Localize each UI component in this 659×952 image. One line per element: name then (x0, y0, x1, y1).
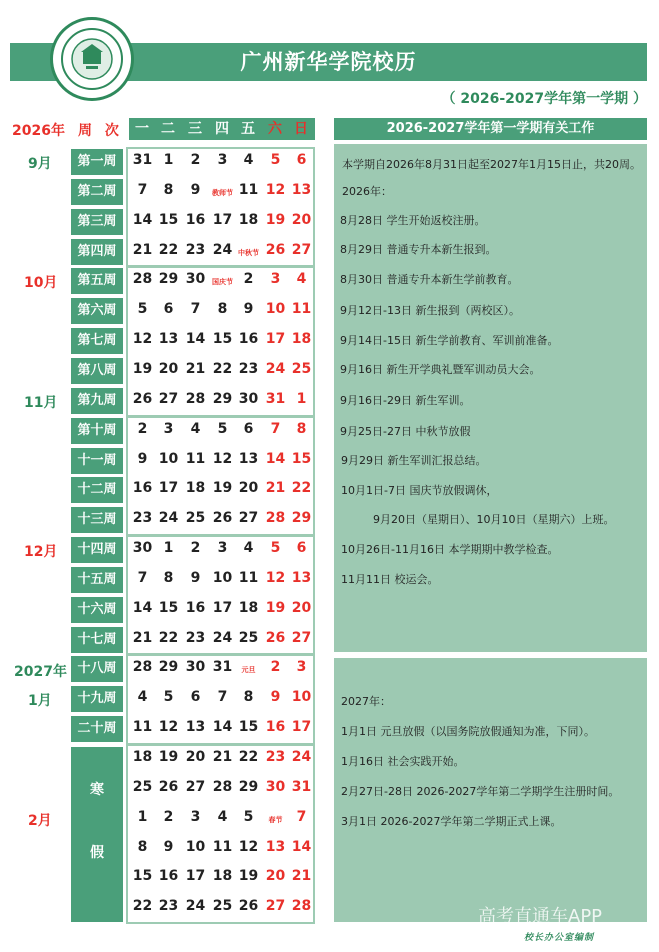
day-cell: 17 (185, 868, 206, 885)
day-cell: 16 (185, 211, 206, 228)
day-cell: 11 (132, 719, 153, 736)
holiday-cell: 元旦 (241, 666, 256, 675)
day-fri: 五 (241, 121, 255, 137)
day-mon: 一 (135, 121, 149, 137)
week-label: 第七周 (71, 328, 123, 354)
day-cell: 21 (265, 480, 286, 497)
day-cell: 6 (190, 689, 201, 706)
day-cell: 4 (217, 808, 228, 825)
work-item: 本学期自2026年8月31日起至2027年1月15日止，共20周。 (342, 158, 641, 171)
day-cell: 11 (238, 569, 259, 586)
day-cell: 27 (291, 629, 312, 646)
day-cell: 19 (132, 360, 153, 377)
day-cell: 22 (158, 241, 179, 258)
week-column-header: 周 次 (78, 123, 123, 139)
day-cell: 9 (243, 301, 254, 318)
day-cell: 24 (158, 510, 179, 527)
day-cell: 22 (212, 360, 233, 377)
week-label: 十三周 (71, 507, 123, 533)
day-cell: 16 (238, 331, 259, 348)
work-item: 9月29日 新生军训汇报总结。 (341, 454, 487, 467)
day-cell: 8 (217, 301, 228, 318)
day-cell: 17 (265, 331, 286, 348)
day-cell: 8 (137, 838, 148, 855)
year-label-2026: 2026年 (12, 123, 65, 139)
day-cell: 20 (291, 211, 312, 228)
day-cell: 18 (132, 749, 153, 765)
day-cell: 23 (158, 898, 179, 915)
day-cell: 21 (291, 868, 312, 885)
work-item: 1月1日 元旦放假（以国务院放假通知为准，下同）。 (341, 725, 595, 738)
day-cell: 12 (132, 331, 153, 348)
watermark: 高考直通车APP (478, 906, 603, 927)
holiday-cell: 国庆节 (212, 278, 233, 287)
day-cell: 15 (132, 868, 153, 885)
day-cell: 18 (238, 599, 259, 616)
month-label: 2月 (28, 812, 52, 829)
day-cell: 10 (265, 301, 286, 318)
day-cell: 12 (265, 181, 286, 198)
day-cell: 13 (238, 450, 259, 467)
day-cell: 5 (243, 808, 254, 825)
day-cell: 28 (132, 271, 153, 288)
week-label: 十五周 (71, 567, 123, 593)
work-item: 9月25日-27日 中秋节放假 (340, 425, 471, 438)
week-label: 十七周 (71, 627, 123, 653)
day-cell: 20 (265, 868, 286, 885)
day-cell: 7 (296, 808, 307, 825)
day-cell: 10 (212, 569, 233, 586)
work-item: 8月30日 普通专升本新生学前教育。 (340, 273, 519, 286)
day-cell: 17 (212, 599, 233, 616)
work-item: 2月27日-28日 2026-2027学年第二学期学生注册时间。 (341, 785, 620, 798)
day-cell: 27 (185, 778, 206, 795)
day-cell: 29 (291, 510, 312, 527)
day-cell: 17 (212, 211, 233, 228)
day-cell: 30 (238, 390, 259, 407)
day-cell: 31 (132, 152, 153, 168)
day-cell: 10 (185, 838, 206, 855)
day-cell: 3 (270, 271, 281, 288)
day-cell: 18 (291, 331, 312, 348)
day-thu: 四 (215, 121, 229, 137)
day-cell: 9 (163, 838, 174, 855)
day-cell: 4 (243, 152, 254, 168)
day-cell: 4 (190, 420, 201, 437)
day-cell: 20 (238, 480, 259, 497)
week-label: 十六周 (71, 597, 123, 623)
week-label: 第九周 (71, 388, 123, 414)
work-item: 2026年： (342, 185, 392, 198)
day-cell: 18 (238, 211, 259, 228)
week-label: 第八周 (71, 358, 123, 384)
day-cell: 30 (132, 540, 153, 557)
day-cell: 7 (217, 689, 228, 706)
day-cell: 10 (291, 689, 312, 706)
vacation-char: 寒 (90, 782, 104, 798)
month-label: 1月 (28, 693, 52, 710)
day-cell: 29 (158, 271, 179, 288)
day-sun: 日 (294, 121, 308, 137)
day-cell: 2 (163, 808, 174, 825)
day-cell: 31 (265, 390, 286, 407)
day-cell: 21 (132, 241, 153, 258)
day-cell: 11 (291, 301, 312, 318)
day-cell: 3 (217, 152, 228, 168)
day-cell: 9 (137, 450, 148, 467)
week-label: 第六周 (71, 298, 123, 324)
day-cell: 11 (185, 450, 206, 467)
work-item: 1月16日 社会实践开始。 (341, 755, 465, 768)
week-label: 十一周 (71, 448, 123, 474)
work-item: 10月26日-11月16日 本学期期中教学检查。 (341, 543, 559, 556)
holiday-cell: 教师节 (212, 188, 233, 197)
day-cell: 25 (212, 898, 233, 915)
day-cell: 23 (132, 510, 153, 527)
day-cell: 26 (212, 510, 233, 527)
day-cell: 16 (158, 868, 179, 885)
week-label: 第一周 (71, 149, 123, 175)
week-label: 十二周 (71, 477, 123, 503)
month-label: 11月 (24, 394, 58, 411)
day-cell: 26 (132, 390, 153, 407)
day-cell: 24 (265, 360, 286, 377)
work-item: 9月20日（星期日）、10月10日（星期六）上班。 (373, 513, 615, 526)
day-cell: 15 (158, 599, 179, 616)
day-cell: 2 (137, 420, 148, 437)
day-cell: 15 (212, 331, 233, 348)
day-cell: 29 (212, 390, 233, 407)
day-cell: 6 (163, 301, 174, 318)
day-cell: 3 (296, 659, 307, 676)
day-cell: 13 (158, 331, 179, 348)
day-cell: 16 (132, 480, 153, 497)
day-cell: 8 (243, 689, 254, 706)
day-cell: 14 (185, 331, 206, 348)
day-cell: 28 (185, 390, 206, 407)
day-cell: 24 (185, 898, 206, 915)
day-cell: 2 (190, 540, 201, 557)
day-cell: 14 (212, 719, 233, 736)
day-cell: 22 (132, 898, 153, 915)
work-header: 2026-2027学年第一学期有关工作 (334, 118, 647, 140)
university-logo (50, 17, 134, 101)
day-cell: 22 (158, 629, 179, 646)
day-cell: 15 (291, 450, 312, 467)
day-cell: 9 (190, 569, 201, 586)
day-cell: 6 (296, 152, 307, 168)
day-cell: 3 (163, 420, 174, 437)
day-cell: 24 (212, 241, 233, 258)
day-cell: 27 (238, 510, 259, 527)
day-cell: 8 (163, 181, 174, 198)
day-cell: 7 (270, 420, 281, 437)
day-cell: 28 (291, 898, 312, 915)
day-cell: 13 (291, 181, 312, 198)
work-item: 8月29日 普通专升本新生报到。 (340, 243, 497, 256)
day-cell: 27 (158, 390, 179, 407)
day-cell: 31 (291, 778, 312, 795)
day-cell: 6 (296, 540, 307, 557)
day-cell: 26 (265, 241, 286, 258)
day-cell: 19 (158, 749, 179, 765)
work-item: 2027年： (341, 695, 391, 708)
day-cell: 1 (163, 152, 174, 168)
work-item: 9月14日-15日 新生学前教育、军训前准备。 (340, 334, 559, 347)
day-cell: 23 (185, 629, 206, 646)
day-tue: 二 (161, 121, 175, 137)
day-cell: 30 (185, 271, 206, 288)
work-item: 9月16日 新生开学典礼暨军训动员大会。 (340, 363, 541, 376)
day-cell: 21 (212, 749, 233, 765)
holiday-cell: 春节 (268, 815, 283, 824)
week-label: 十九周 (71, 686, 123, 712)
day-cell: 12 (212, 450, 233, 467)
work-item: 9月12日-13日 新生报到（两校区）。 (340, 304, 520, 317)
day-cell: 3 (190, 808, 201, 825)
day-cell: 22 (291, 480, 312, 497)
day-cell: 30 (265, 778, 286, 795)
day-cell: 19 (265, 211, 286, 228)
day-cell: 5 (270, 152, 281, 168)
day-cell: 8 (163, 569, 174, 586)
day-cell: 4 (137, 689, 148, 706)
day-cell: 1 (296, 390, 307, 407)
day-cell: 4 (296, 271, 307, 288)
week-label: 第三周 (71, 209, 123, 235)
weekday-header (129, 118, 315, 140)
day-cell: 9 (190, 181, 201, 198)
day-cell: 2 (243, 271, 254, 288)
day-cell: 5 (217, 420, 228, 437)
day-cell: 23 (185, 241, 206, 258)
day-cell: 19 (265, 599, 286, 616)
page-title: 广州新华学院校历 (240, 50, 417, 74)
day-cell: 21 (185, 360, 206, 377)
month-label: 9月 (28, 156, 52, 172)
day-cell: 13 (185, 719, 206, 736)
term-subtitle: （ 2026-2027学年第一学期 ） (441, 91, 647, 107)
day-cell: 16 (265, 719, 286, 736)
day-cell: 29 (238, 778, 259, 795)
holiday-cell: 中秋节 (238, 248, 259, 257)
vacation-char: 假 (90, 845, 104, 861)
footer-credit: 校长办公室编制 (524, 933, 595, 943)
seal-icon (53, 20, 131, 98)
day-cell: 19 (238, 868, 259, 885)
work-item: 11月11日 校运会。 (341, 573, 439, 586)
day-cell: 4 (243, 540, 254, 557)
day-cell: 25 (291, 360, 312, 377)
day-cell: 6 (243, 420, 254, 437)
day-cell: 13 (265, 838, 286, 855)
day-cell: 24 (212, 629, 233, 646)
day-cell: 24 (291, 749, 312, 765)
day-cell: 23 (265, 749, 286, 765)
day-cell: 18 (212, 868, 233, 885)
day-cell: 7 (137, 181, 148, 198)
day-cell: 14 (132, 211, 153, 228)
day-cell: 25 (238, 629, 259, 646)
day-cell: 14 (132, 599, 153, 616)
day-cell: 22 (238, 749, 259, 765)
day-cell: 26 (238, 898, 259, 915)
year-label-2027: 2027年 (14, 664, 67, 680)
day-cell: 5 (270, 540, 281, 557)
day-cell: 30 (185, 659, 206, 676)
day-cell: 29 (158, 659, 179, 676)
day-sat: 六 (268, 121, 282, 137)
day-cell: 20 (291, 599, 312, 616)
calendar-block (126, 744, 315, 924)
day-cell: 27 (265, 898, 286, 915)
day-cell: 27 (291, 241, 312, 258)
week-label: 第十周 (71, 418, 123, 444)
day-cell: 7 (190, 301, 201, 318)
day-cell: 17 (291, 719, 312, 736)
day-cell: 2 (190, 152, 201, 168)
winter-vacation-label (71, 747, 123, 922)
day-cell: 5 (163, 689, 174, 706)
day-cell: 5 (137, 301, 148, 318)
day-cell: 12 (158, 719, 179, 736)
day-cell: 11 (212, 838, 233, 855)
day-cell: 9 (270, 689, 281, 706)
day-cell: 25 (132, 778, 153, 795)
day-cell: 12 (265, 569, 286, 586)
day-cell: 26 (265, 629, 286, 646)
day-cell: 13 (291, 569, 312, 586)
day-wed: 三 (188, 121, 202, 137)
day-cell: 20 (158, 360, 179, 377)
work-item: 8月28日 学生开始返校注册。 (340, 214, 486, 227)
day-cell: 12 (238, 838, 259, 855)
week-label: 十八周 (71, 656, 123, 682)
day-cell: 25 (185, 510, 206, 527)
day-cell: 1 (137, 808, 148, 825)
day-cell: 2 (270, 659, 281, 676)
work-item: 10月1日-7日 国庆节放假调休， (341, 484, 498, 497)
day-cell: 18 (185, 480, 206, 497)
day-cell: 31 (212, 659, 233, 676)
work-item: 9月16日-29日 新生军训。 (340, 394, 471, 407)
day-cell: 15 (158, 211, 179, 228)
week-label: 第四周 (71, 239, 123, 265)
week-label: 第五周 (71, 268, 123, 294)
work-item: 3月1日 2026-2027学年第二学期正式上课。 (341, 815, 562, 828)
day-cell: 26 (158, 778, 179, 795)
day-cell: 28 (265, 510, 286, 527)
day-cell: 28 (132, 659, 153, 676)
month-label: 12月 (24, 544, 58, 561)
day-cell: 15 (238, 719, 259, 736)
month-label: 10月 (24, 275, 58, 292)
day-cell: 21 (132, 629, 153, 646)
day-cell: 20 (185, 749, 206, 765)
day-cell: 8 (296, 420, 307, 437)
day-cell: 16 (185, 599, 206, 616)
week-label: 十四周 (71, 537, 123, 563)
day-cell: 17 (158, 480, 179, 497)
day-cell: 1 (163, 540, 174, 557)
day-cell: 23 (238, 360, 259, 377)
week-label: 第二周 (71, 179, 123, 205)
day-cell: 14 (265, 450, 286, 467)
day-cell: 7 (137, 569, 148, 586)
day-cell: 14 (291, 838, 312, 855)
day-cell: 28 (212, 778, 233, 795)
week-label: 二十周 (71, 716, 123, 742)
day-cell: 3 (217, 540, 228, 557)
day-cell: 11 (238, 181, 259, 198)
day-cell: 10 (158, 450, 179, 467)
day-cell: 19 (212, 480, 233, 497)
